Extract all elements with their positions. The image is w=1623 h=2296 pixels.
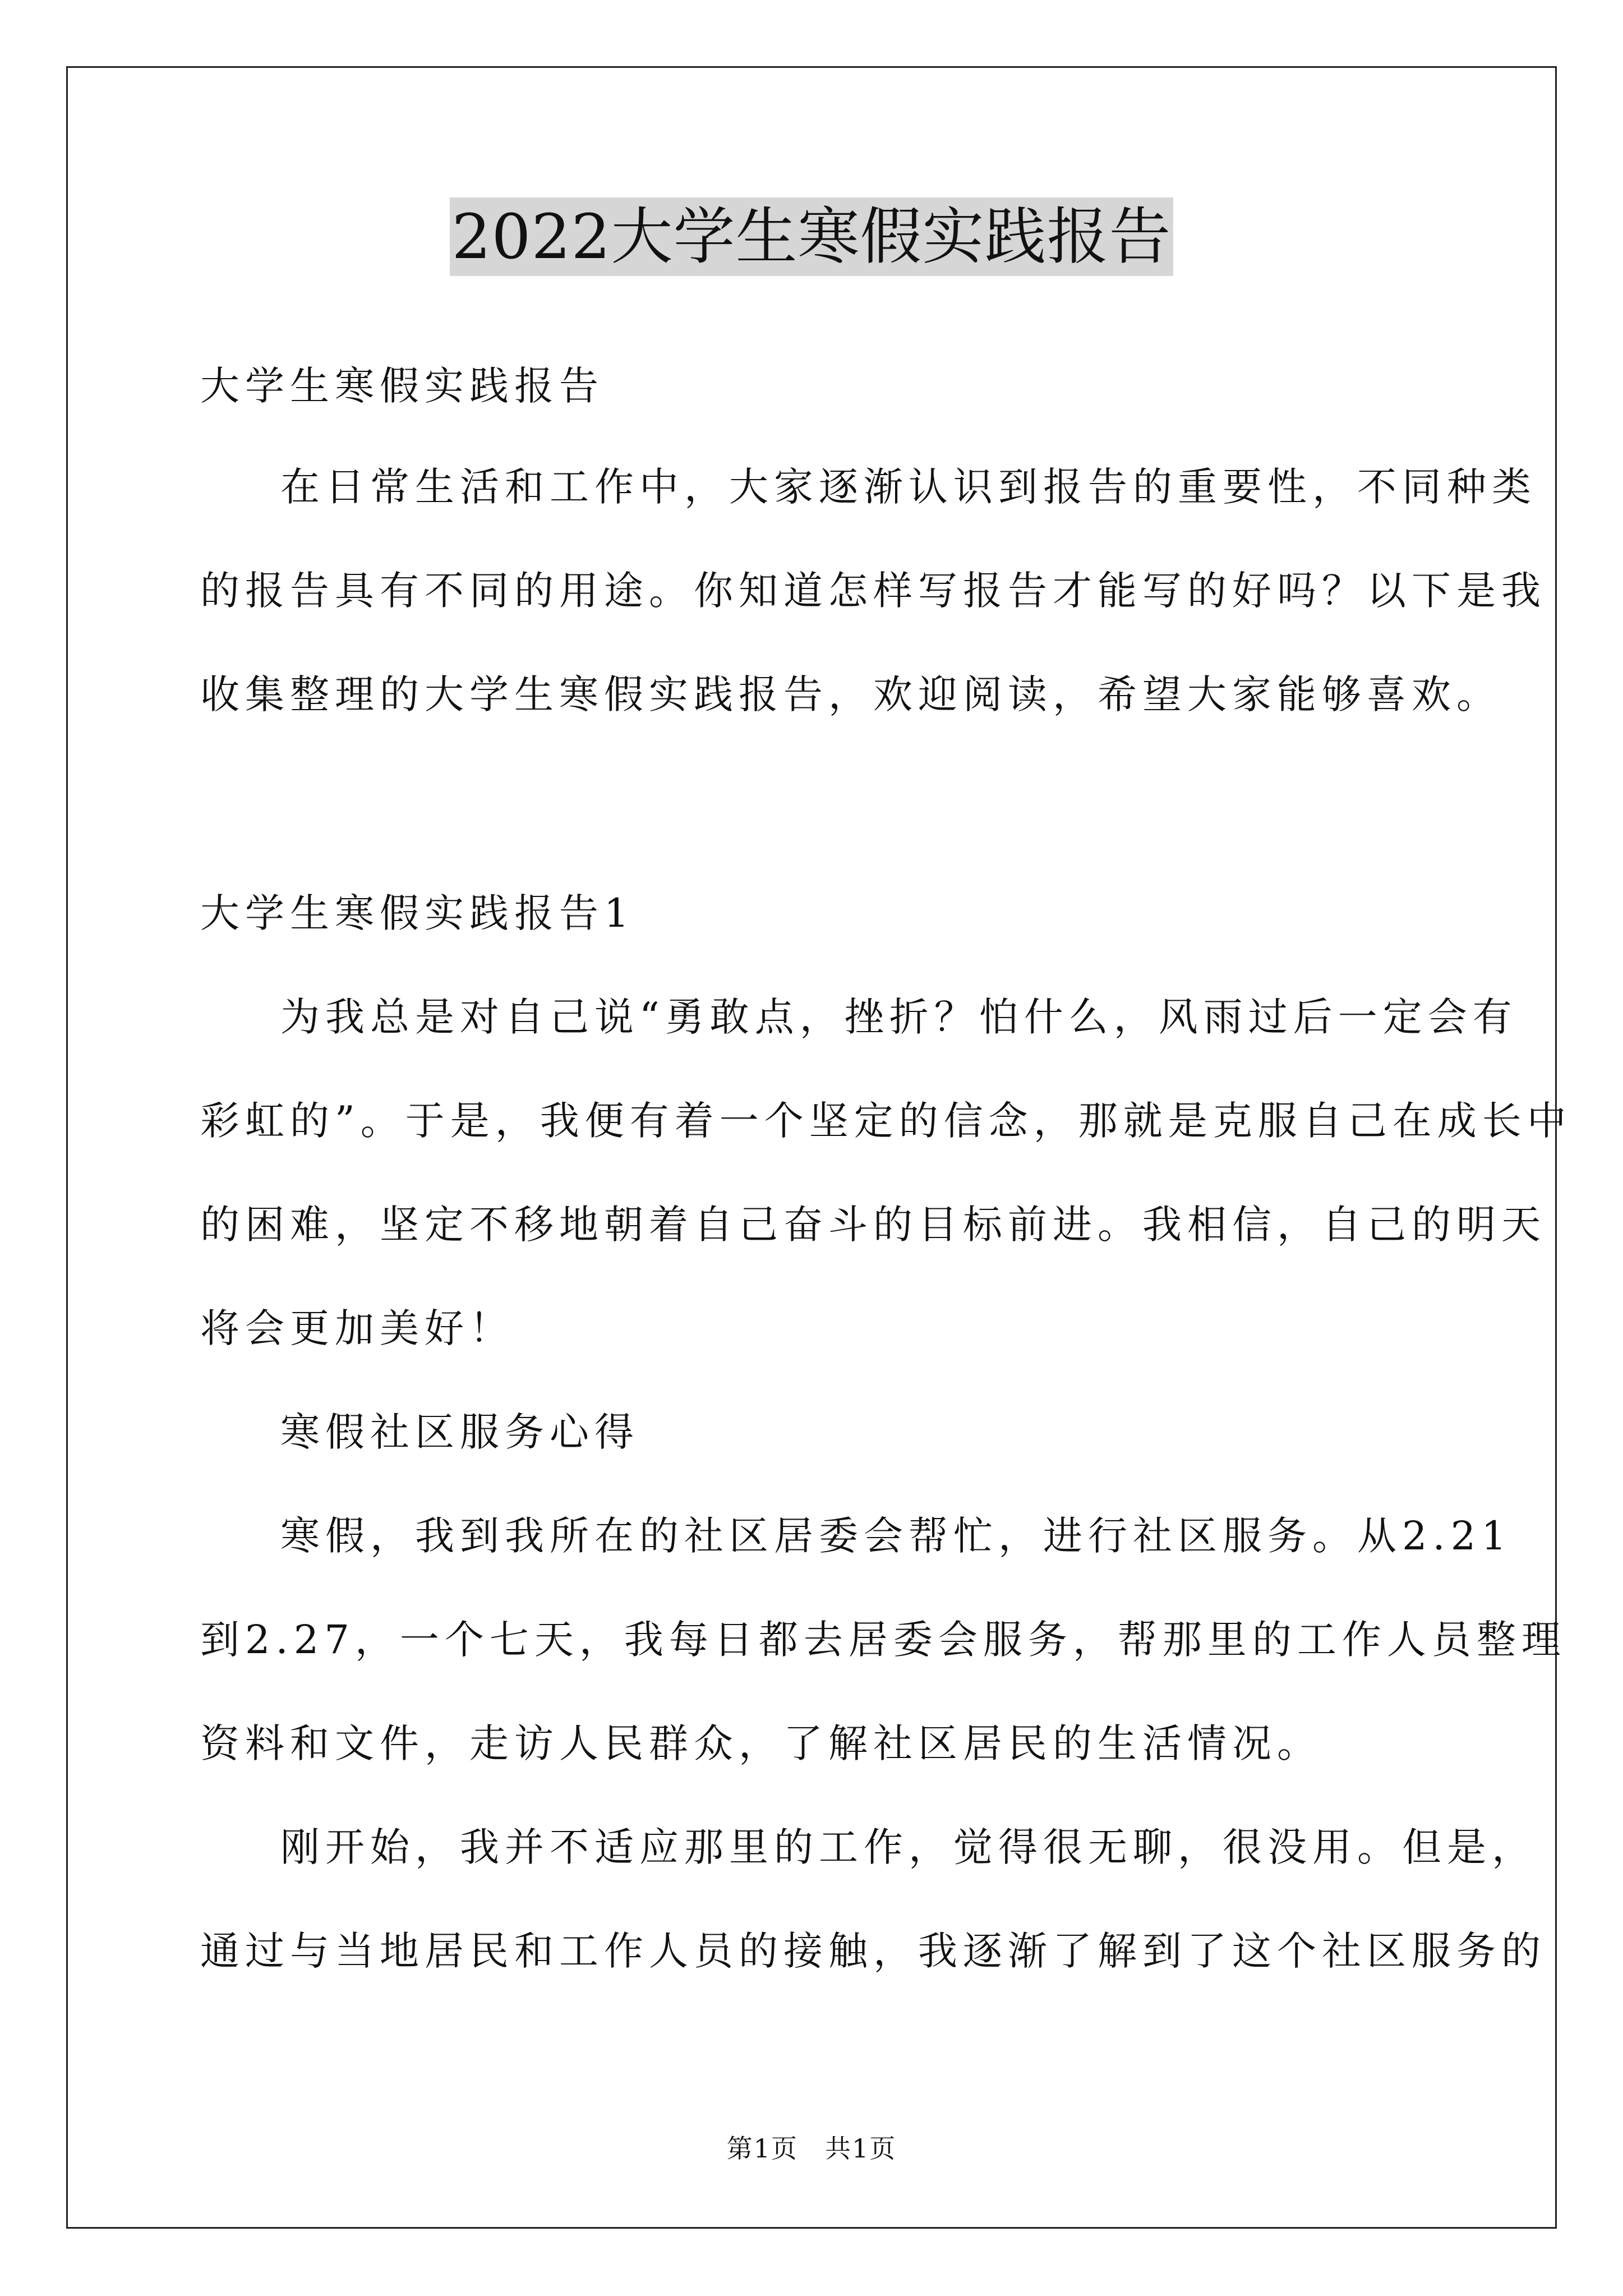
paragraph-line: 刚开始，我并不适应那里的工作，觉得很无聊，很没用。但是，: [280, 1824, 1537, 1870]
paragraph-line: 的报告具有不同的用途。你知道怎样写报告才能写的好吗？以下是我: [200, 568, 1546, 614]
subheading: 寒假社区服务心得: [280, 1409, 639, 1455]
title-container: [0, 197, 1623, 276]
paragraph-line: 资料和文件，走访人民群众，了解社区居民的生活情况。: [200, 1720, 1322, 1766]
section-heading: 大学生寒假实践报告: [200, 363, 604, 409]
paragraph-line: 寒假，我到我所在的社区居委会帮忙，进行社区服务。从2.21: [280, 1513, 1512, 1559]
paragraph-line: 的困难，坚定不移地朝着自己奋斗的目标前进。我相信，自己的明天: [200, 1202, 1546, 1248]
paragraph-line: 将会更加美好！: [200, 1305, 514, 1351]
paragraph-line: 为我总是对自己说“勇敢点，挫折？怕什么，风雨过后一定会有: [280, 994, 1518, 1040]
page-number: 第1页 共1页: [726, 2133, 897, 2164]
paragraph-line: 收集整理的大学生寒假实践报告，欢迎阅读，希望大家能够喜欢。: [200, 671, 1501, 717]
document-title: 2022大学生寒假实践报告: [450, 197, 1174, 276]
paragraph-line: 在日常生活和工作中，大家逐渐认识到报告的重要性，不同种类: [280, 464, 1537, 510]
paragraph-line: 通过与当地居民和工作人员的接触，我逐渐了解到了这个社区服务的: [200, 1928, 1546, 1974]
paragraph-line: 彩虹的”。于是，我便有着一个坚定的信念，那就是克服自己在成长中: [200, 1098, 1572, 1144]
paragraph-line: 到2.27，一个七天，我每日都去居委会服务，帮那里的工作人员整理: [200, 1617, 1566, 1663]
section-heading: 大学生寒假实践报告1: [200, 890, 635, 936]
